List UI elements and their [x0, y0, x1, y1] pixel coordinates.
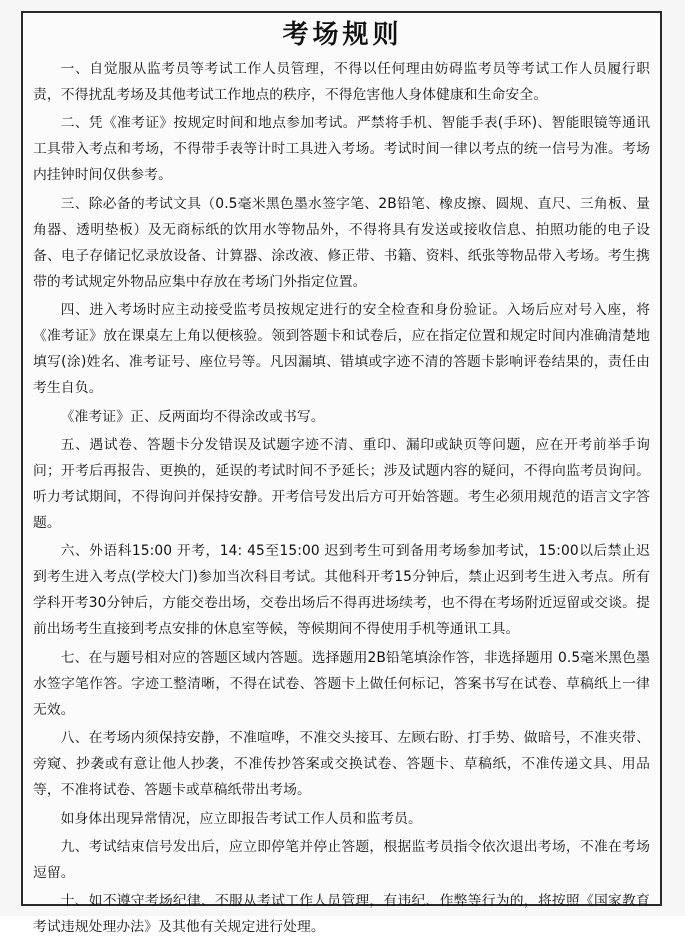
rule-paragraph-5: 五、遇试卷、答题卡分发错误及试题字迹不清、重印、漏印或缺页等问题，应在开考前举手询问；开考后再报告、更换的，延误的考试时间不予延长；涉及试题内容的疑问，不得向监考员询问。听力考试期间，不得询问并保持安静。开考信号发出后方可开始答题。考生必须用规范的语言文字答题。 [33, 436, 650, 531]
rules-body [33, 56, 650, 943]
rule-paragraph-8: 八、在考场内须保持安静，不准喧哗，不准交头接耳、左顾右盼、打手势、做暗号，不准夹带、旁窥、抄袭或有意让他人抄袭，不准传抄答案或交换试卷、答题卡、草稿纸，不准传递文具、用品等，不准将试卷、答题卡或草稿纸带出考场。 [33, 730, 650, 799]
rule-paragraph-6: 六、外语科15:00 开考，14: 45至15:00 迟到考生可到备用考场参加考试，15:00以后禁止迟到考生进入考点(学校大门)参加当次科目考试。其他科开考15分钟后，禁止迟到考生进入考点。所有学科开考30分钟后，方能交卷出场，交卷出场后不得再进场续考，也不得在考场附近逗留或交谈。提前出场考生直接到考点安排的休息室等候，等候期间不得使用手机等通讯工具。 [33, 543, 650, 638]
rule-paragraph-10: 十、如不遵守考场纪律、不服从考试工作人员管理，有违纪、作弊等行为的，将按照《国家教育考试违规处理办法》及其他有关规定进行处理。 [33, 893, 650, 936]
document-title: 考场规则 [282, 20, 403, 50]
rule-paragraph-4: 四、进入考场时应主动接受监考员按规定进行的安全检查和身份验证。入场后应对号入座，将《准考证》放在课桌左上角以便核验。领到答题卡和试卷后，应在指定位置和规定时间内准确清楚地填写(涂)姓名、准考证号、座位号等。凡因漏填、错填或字迹不清的答题卡影响评卷结果的，责任由考生自负。 [33, 302, 650, 397]
rule-paragraph-3: 三、除必备的考试文具（0.5毫米黑色墨水签字笔、2B铅笔、橡皮擦、圆规、直尺、三角板、量角器、透明垫板）及无商标纸的饮用水等物品外，不得将具有发送或接收信息、拍照功能的电子设备、电子存储记忆录放设备、计算器、涂改液、修正带、书籍、资料、纸张等物品带入考场。考生携带的考试规定外物品应集中存放在考场门外指定位置。 [33, 195, 650, 290]
rule-paragraph-7: 七、在与题号相对应的答题区域内答题。选择题用2B铅笔填涂作答，非选择题用 0.5毫米黑色墨水签字笔作答。字迹工整清晰，不得在试卷、答题卡上做任何标记，答案书写在试卷、草稿纸上一律无效。 [33, 649, 650, 718]
rule-paragraph-4-note: 《准考证》正、反两面均不得涂改或书写。 [60, 408, 325, 425]
rule-paragraph-2: 二、凭《准考证》按规定时间和地点参加考试。严禁将手机、智能手表(手环)、智能眼镜等通讯工具带入考点和考场，不得带手表等计时工具进入考场。考试时间一律以考点的统一信号为准。考场内挂钟时间仅供参考。 [33, 115, 650, 184]
rule-paragraph-1: 一、自觉服从监考员等考试工作人员管理，不得以任何理由妨碍监考员等考试工作人员履行职责，不得扰乱考场及其他考试工作地点的秩序，不得危害他人身体健康和生命安全。 [33, 61, 650, 103]
rule-paragraph-9: 九、考试结束信号发出后，应立即停笔并停止答题，根据监考员指令依次退出考场，不准在考场逗留。 [33, 838, 650, 881]
rule-paragraph-8-note: 如身体出现异常情况，应立即报告考试工作人员和监考员。 [60, 810, 422, 827]
